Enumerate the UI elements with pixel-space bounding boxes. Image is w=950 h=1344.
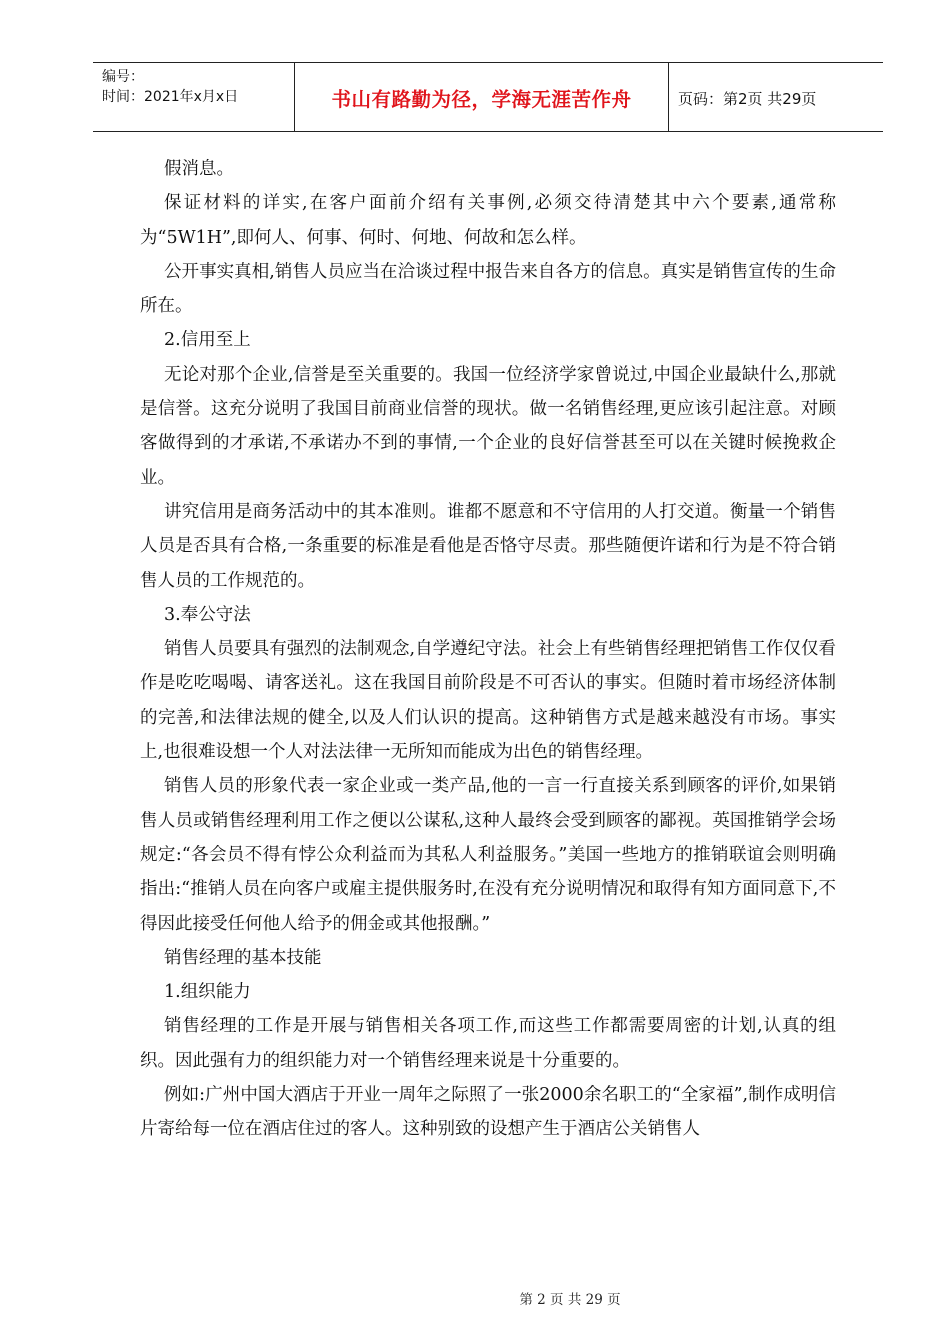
section-heading: 销售经理的基本技能 — [164, 947, 322, 968]
footer-page-number: 第 2 页 共 29 页 — [519, 1292, 621, 1308]
section-heading: 1.组织能力 — [164, 982, 251, 1003]
paragraph: 公开事实真相,销售人员应当在洽谈过程中报告来自各方的信息。真实是销售宣传的生命所在。 — [140, 261, 836, 317]
section-heading: 3.奉公守法 — [164, 604, 251, 625]
document-number-label: 编号： — [102, 69, 144, 85]
paragraph: 无论对那个企业,信誉是至关重要的。我国一位经济学家曾说过,中国企业最缺什么,那就是信誉。这充分说明了我国目前商业信誉的现状。做一名销售经理,更应该引起注意。对顾客做得到的才承诺,不承诺办不到的事情,一个企业的良好信誉甚至可以在关键时候挽救企业。 — [140, 364, 836, 488]
header-motto: 书山有路勤为径，学海无涯苦作舟 — [331, 88, 632, 111]
header-meta-cell — [93, 63, 294, 131]
header-motto-cell — [294, 63, 669, 131]
paragraph: 销售人员要具有强烈的法制观念,自学遵纪守法。社会上有些销售经理把销售工作仅仅看作是吃吃喝喝、请客送礼。这在我国目前阶段是不可否认的事实。但随时着市场经济体制的完善,和法律法规的健全,以及人们认识的提高。这种销售方式是越来越没有市场。事实上,也很难设想一个人对法法律一无所知而能成为出色的销售经理。 — [140, 639, 836, 763]
header-page-cell — [668, 63, 883, 131]
section-heading: 2.信用至上 — [164, 330, 251, 351]
page-footer — [0, 1288, 950, 1308]
paragraph: 销售经理的工作是开展与销售相关各项工作,而这些工作都需要周密的计划,认真的组织。因此强有力的组织能力对一个销售经理来说是十分重要的。 — [140, 1016, 836, 1071]
paragraph: 销售人员的形象代表一家企业或一类产品,他的一言一行直接关系到顾客的评价,如果销售人员或销售经理利用工作之便以公谋私,这种人最终会受到顾客的鄙视。英国推销学会场规定:“各会员不得有悖公众利益而为其私人利益服务。”美国一些地方的推销联谊会则明确指出:“推销人员在向客户或雇主提供服务时,在没有充分说明情况和取得有知方面同意下,不得因此接受任何他人给予的佣金或其他报酬。” — [140, 776, 836, 934]
document-time-label: 时间：2021年x月x日 — [102, 89, 239, 105]
page-header — [93, 62, 883, 132]
document-body — [140, 152, 836, 1147]
paragraph: 例如:广州中国大酒店于开业一周年之际照了一张2000余名职工的“全家福”,制作成明信片寄给每一位在酒店住过的客人。这种别致的设想产生于酒店公关销售人 — [140, 1085, 836, 1140]
paragraph: 讲究信用是商务活动中的其本准则。谁都不愿意和不守信用的人打交道。衡量一个销售人员是否具有合格,一条重要的标准是看他是否恪守尽责。那些随便许诺和行为是不符合销售人员的工作规范的。 — [140, 501, 836, 591]
header-page-info: 页码：第2页 共29页 — [678, 90, 817, 108]
paragraph: 保证材料的详实,在客户面前介绍有关事例,必须交待清楚其中六个要素,通常称为“5W1H”,即何人、何事、何时、何地、何故和怎么样。 — [140, 193, 836, 248]
paragraph: 假消息。 — [164, 159, 234, 179]
